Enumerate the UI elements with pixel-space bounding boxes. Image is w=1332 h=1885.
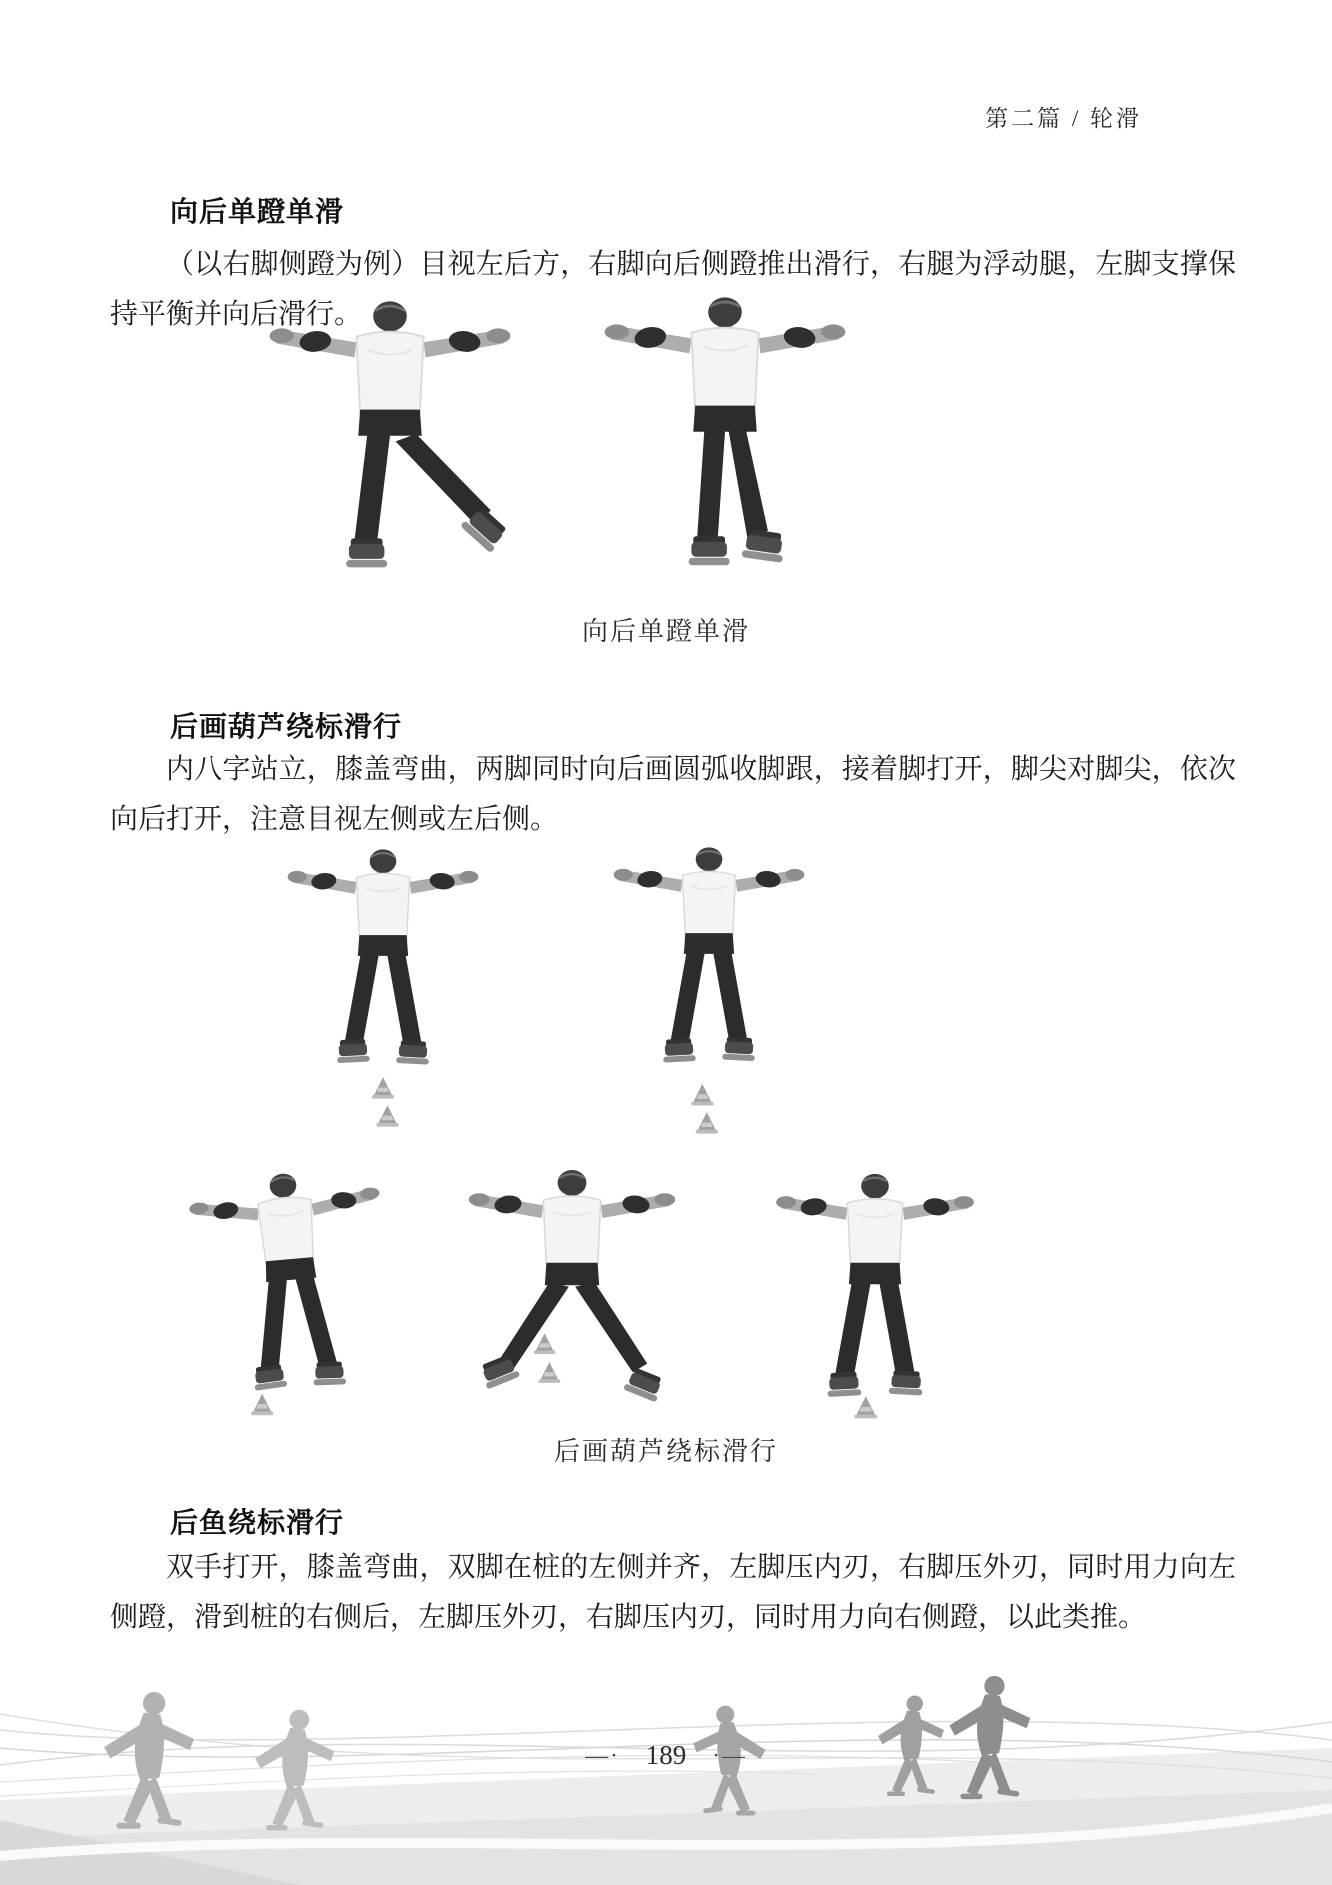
skater-photo-backward-push-2 — [585, 288, 865, 596]
page-number: 189 — [645, 1740, 687, 1770]
page-number-row — [0, 1740, 1332, 1771]
skater-photo-hourglass-1 — [272, 842, 494, 1160]
page-number-right-ornament: ·— — [712, 1742, 747, 1768]
figure-caption-backward-hourglass-slalom: 后画葫芦绕标滑行 — [553, 1437, 778, 1466]
skater-photo-hourglass-2 — [598, 840, 820, 1158]
page-number-left-ornament: —· — [585, 1742, 620, 1768]
section-title-backward-fish-slalom: 后鱼绕标滑行 — [170, 1507, 345, 1538]
footer-decoration — [0, 1670, 1332, 1885]
skater-photo-backward-push-1 — [250, 292, 530, 600]
section-body-backward-hourglass-slalom: 内八字站立，膝盖弯曲，两脚同时向后画圆弧收脚跟，接着脚打开，脚尖对脚尖，依次向后打开，注意目视左侧或左后侧。 — [110, 754, 1236, 835]
section-title-backward-hourglass-slalom: 后画葫芦绕标滑行 — [170, 711, 403, 742]
section-title-backward-single-push: 向后单蹬单滑 — [170, 196, 345, 227]
section-body-backward-fish-slalom: 双手打开，膝盖弯曲，双脚在桩的左侧并齐，左脚压内刃，右脚压外刃，同时用力向左侧蹬，滑到桩的右侧后，左脚压外刃，右脚压内刃，同时用力向右侧蹬，以此类推。 — [110, 1552, 1236, 1633]
section-body-backward-single-push: （以右脚侧蹬为例）目视左后方，右脚向后侧蹬推出滑行，右腿为浮动腿，左脚支撑保持平衡并向后滑行。 — [110, 249, 1236, 330]
running-header: 第二篇 / 轮滑 — [985, 106, 1142, 131]
figure-caption-backward-single-push: 向后单蹬单滑 — [581, 617, 750, 646]
